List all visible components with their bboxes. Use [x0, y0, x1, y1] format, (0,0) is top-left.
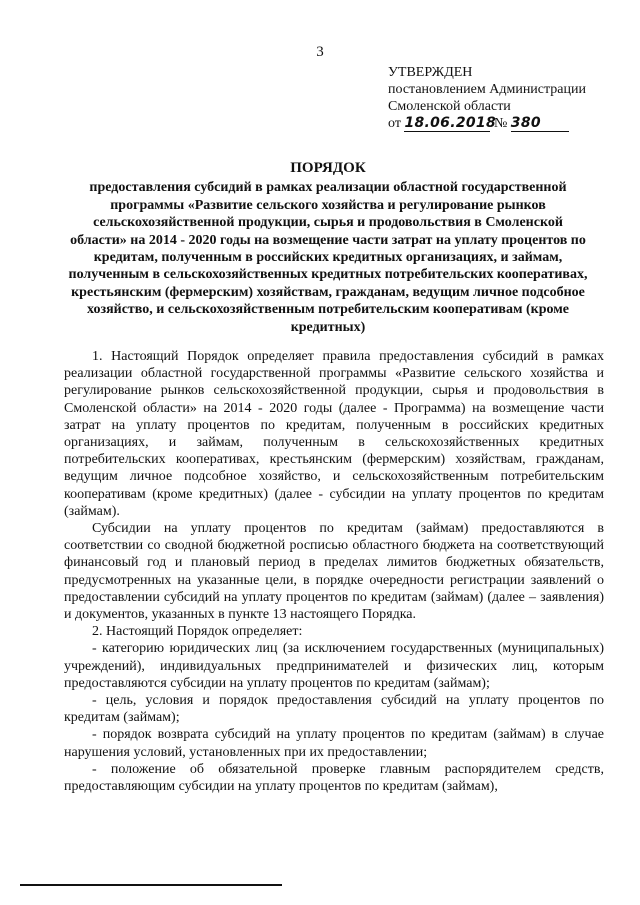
list-item: - порядок возврата субсидий на уплату процентов по кредитам (займам) в случае нарушения условий, установленных при их предоставлении;: [64, 727, 604, 760]
document-title-block: [64, 160, 592, 336]
footer-rule: [20, 884, 282, 886]
paragraph-1-subsidies: Субсидии на уплату процентов по кредитам (займам) предоставляются в соответствии со сводной бюджетной росписью областного бюджета на соответствующий финансовый год и плановый период в пределах лимитов бюджетных обязательств, предусмотренных на указанные цели, в порядке очередности регистрации заявлений о предоставлении субсидий на уплату процентов по кредитам (займам) (далее – заявления) и документов, указанных в пункте 13 настоящего Порядка.: [64, 521, 604, 623]
document-subtitle: предоставления субсидий в рамках реализации областной государственной программы «Развитие сельского хозяйства и регулирование рынков сельскохозяйственной продукции, сырья и продовольствия в Смоленской области» на 2014 - 2020 годы на возмещение части затрат на уплату процентов по кредитам, полученным в российских кредитных организациях, и займам, полученным в сельскохозяйственных кредитных потребительских кооперативах, крестьянским (фермерским) хозяйствам, гражданам, ведущим личное подсобное хозяйство, и сельскохозяйственным потребительским кооперативам (кроме кредитных): [68, 180, 588, 335]
approval-number-value: 380: [510, 115, 541, 131]
page-number: 3: [316, 44, 324, 60]
document-body: [64, 348, 604, 795]
approval-date-number: [388, 115, 628, 132]
approval-date: [404, 115, 497, 132]
approval-date-value: 18.06.2018: [404, 115, 497, 131]
approval-stamp: [388, 64, 628, 132]
paragraph-2: 2. Настоящий Порядок определяет:: [92, 624, 303, 640]
list-item: - цель, условия и порядок предоставления субсидий на уплату процентов по кредитам (займам);: [64, 693, 604, 726]
approval-from-label: от: [388, 116, 401, 131]
approval-authority: постановлением Администрации: [388, 82, 586, 97]
document-title: ПОРЯДОК: [290, 160, 366, 176]
list-item: - категорию юридических лиц (за исключением государственных (муниципальных) учреждений), индивидуальных предпринимателей и физических лиц, которым предоставляются субсидии на уплату процентов по кредитам (займам);: [64, 641, 604, 691]
approval-heading: УТВЕРЖДЕН: [388, 65, 473, 80]
paragraph-1: 1. Настоящий Порядок определяет правила предоставления субсидий в рамках реализации областной государственной программы «Развитие сельского хозяйства и регулирование рынков сельскохозяйственной продукции, сырья и продовольствия в Смоленской области» на 2014 - 2020 годы (далее - Программа) на возмещение части затрат на уплату процентов по кредитам, полученным в российских кредитных организациях, и займам, полученным в сельскохозяйственных кредитных потребительских кооперативах, крестьянским (фермерским) хозяйствам, гражданам, ведущим личное подсобное хозяйство, и сельскохозяйственным потребительским кооперативам (кроме кредитных) (далее - субсидии на уплату процентов по кредитам (займам).: [64, 349, 604, 519]
approval-number: [511, 116, 569, 132]
approval-region: Смоленской области: [388, 99, 511, 114]
list-item: - положение об обязательной проверке главным распорядителем средств, предоставляющим субсидии на уплату процентов по кредитам (займам),: [64, 761, 604, 795]
approval-number-label: №: [493, 116, 508, 131]
